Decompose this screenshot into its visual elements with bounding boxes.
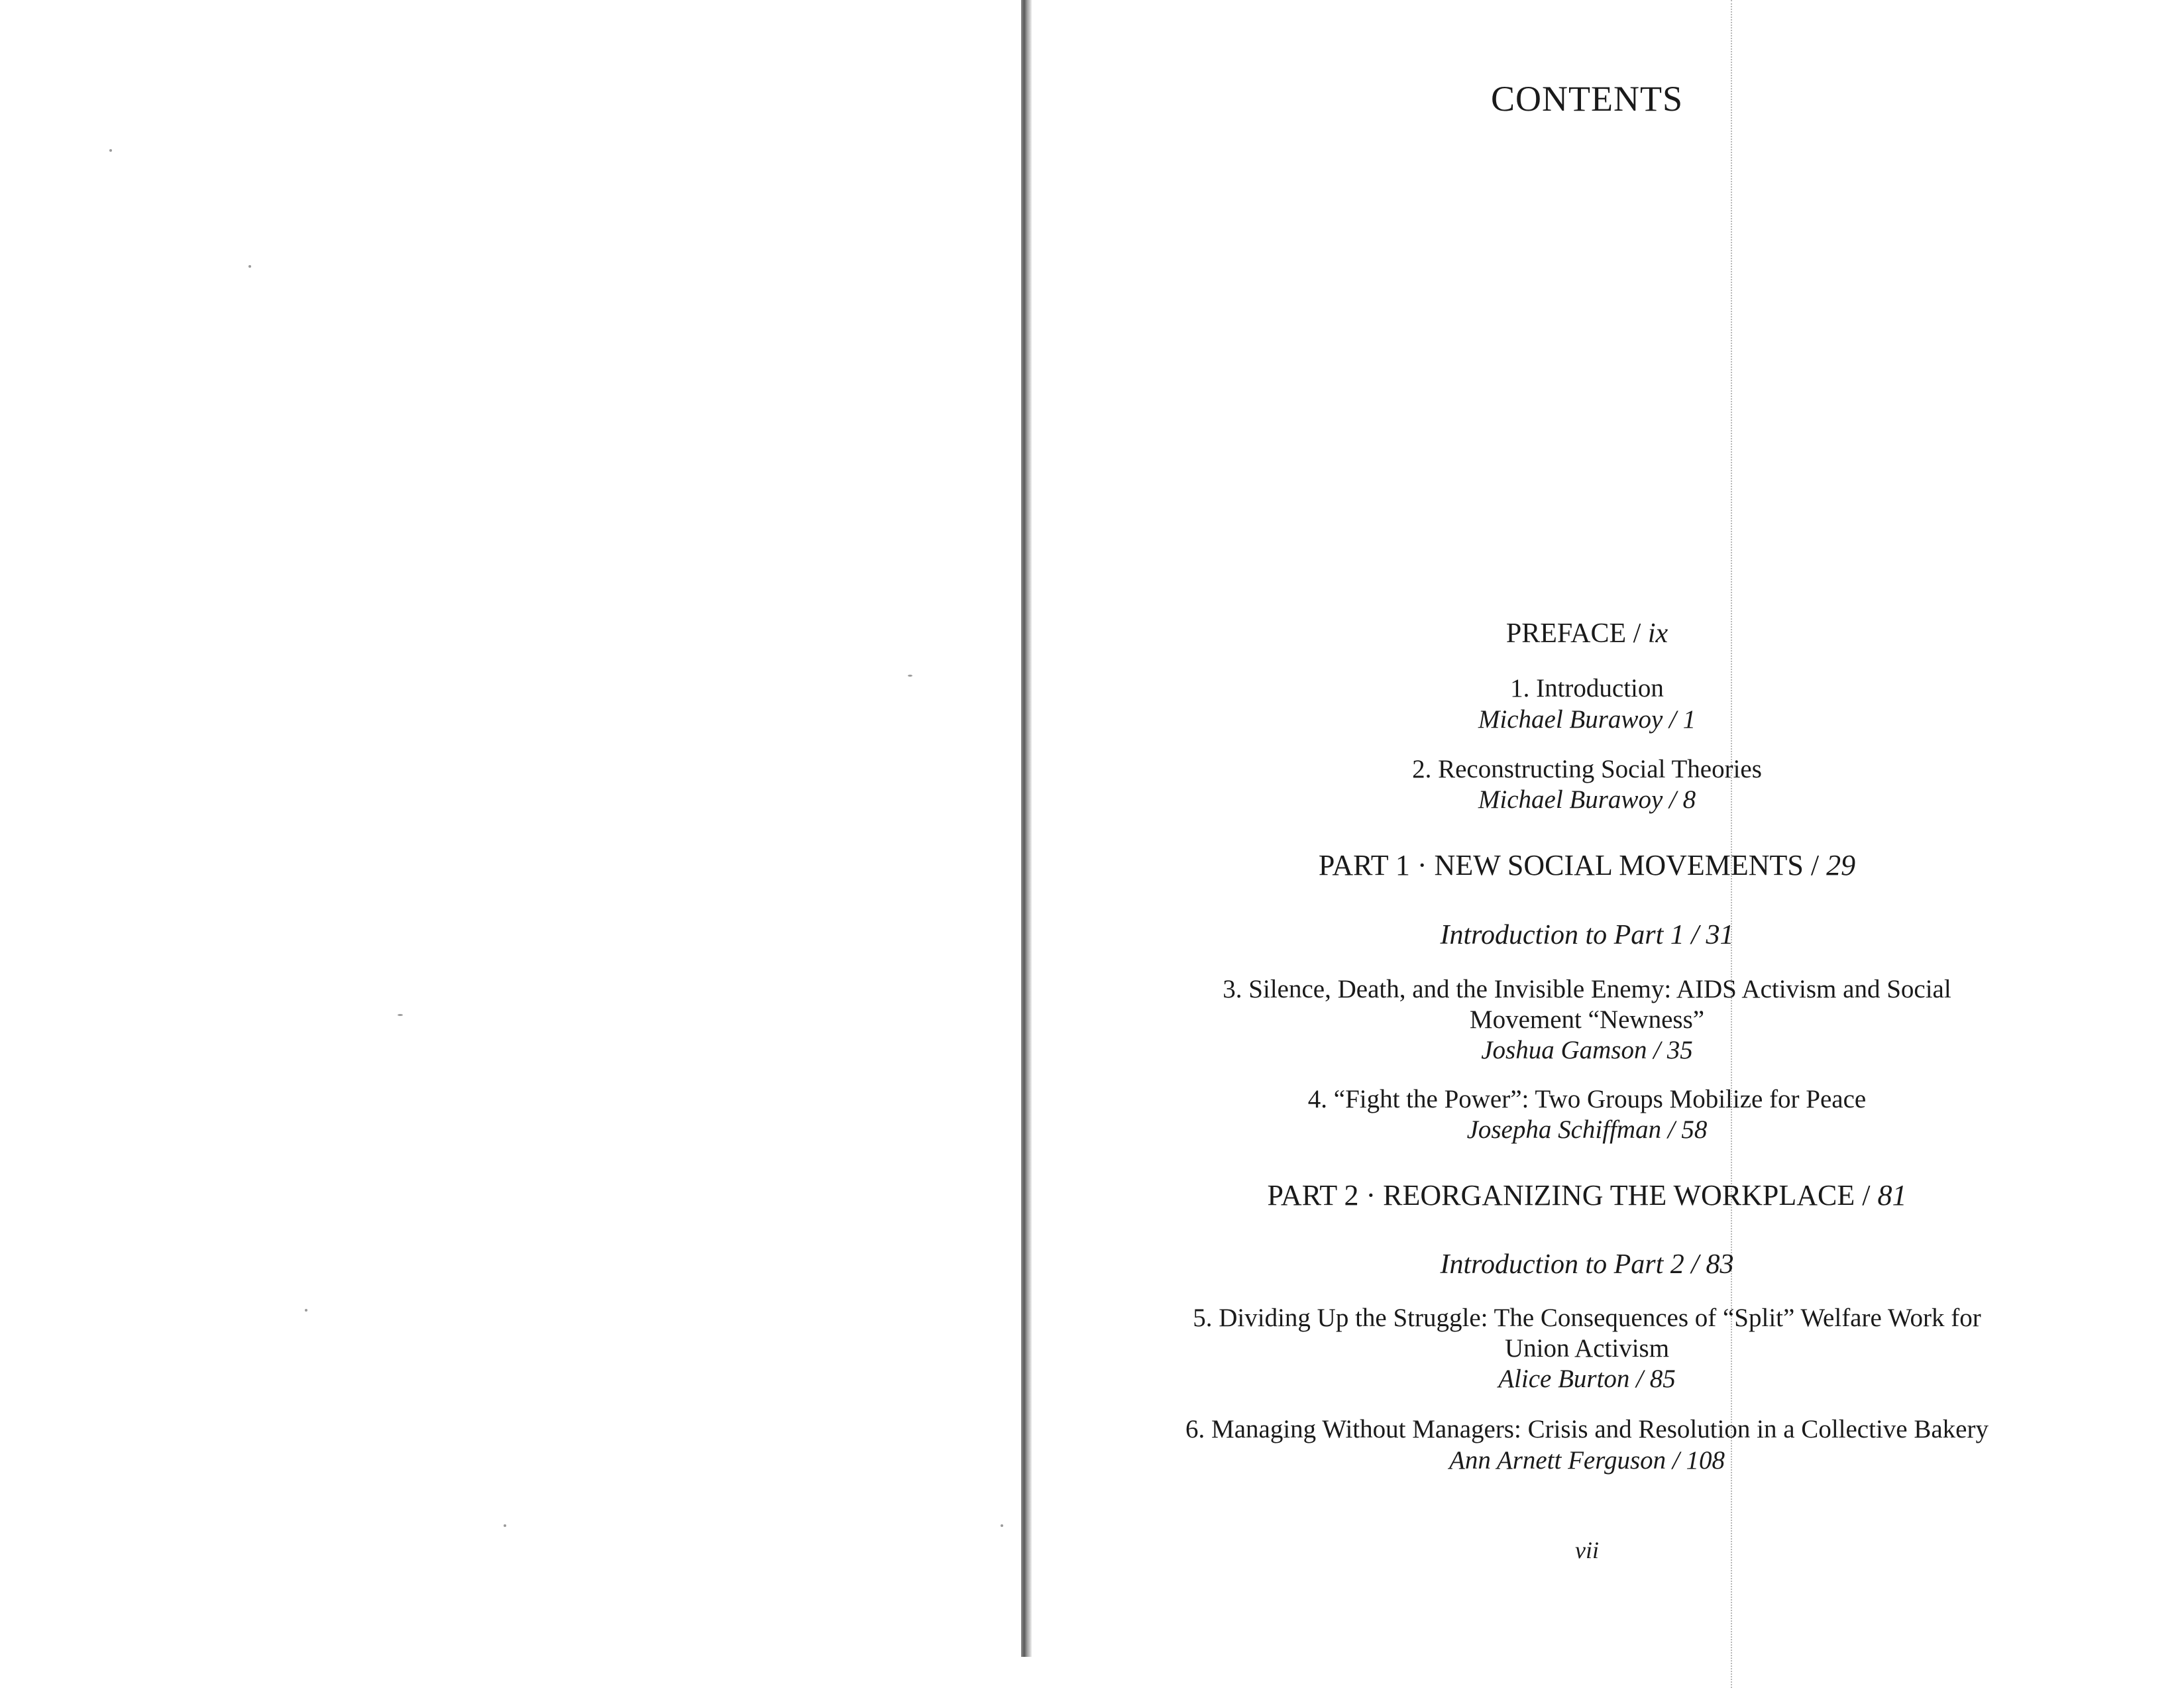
left-page	[0, 0, 1020, 1688]
part-2-heading	[1126, 1178, 2048, 1212]
preface-label: PREFACE /	[1505, 618, 1648, 649]
part-1-heading	[1126, 848, 2048, 882]
page-speck	[504, 1524, 506, 1527]
entry-5-title-line-1: 5. Dividing Up the Struggle: The Consequences of “Split” Welfare Work for	[1193, 1304, 1981, 1332]
page-speck	[305, 1309, 307, 1312]
part-1-page: 29	[1826, 849, 1856, 881]
entry-3-title-line-1: 3. Silence, Death, and the Invisible Enemy: AIDS Activism and Social	[1223, 975, 1951, 1003]
contents-title: CONTENTS	[1491, 79, 1683, 119]
entry-3-title-line-2: Movement “Newness”	[1469, 1005, 1705, 1034]
part-1-label: PART 1 · NEW SOCIAL MOVEMENTS /	[1318, 849, 1827, 881]
page-speck	[248, 265, 251, 268]
entry-5-title-line-2: Union Activism	[1504, 1334, 1670, 1363]
page-speck	[109, 149, 112, 152]
page-folio: vii	[1575, 1537, 1599, 1563]
entry-2-author: Michael Burawoy / 8	[1478, 785, 1696, 814]
entry-4-author: Josepha Schiffman / 58	[1466, 1115, 1708, 1144]
part-1-intro: Introduction to Part 1 / 31	[1440, 920, 1734, 950]
part-2-intro: Introduction to Part 2 / 83	[1440, 1249, 1734, 1280]
entry-2-title: 2. Reconstructing Social Theories	[1412, 755, 1762, 783]
preface-page: ix	[1647, 618, 1668, 649]
page-speck	[908, 675, 912, 677]
entry-6-author: Ann Arnett Ferguson / 108	[1449, 1446, 1725, 1475]
entry-3-author: Joshua Gamson / 35	[1481, 1036, 1693, 1064]
part-2-label: PART 2 · REORGANIZING THE WORKPLACE /	[1267, 1179, 1878, 1211]
preface-heading	[1126, 618, 2048, 649]
page-speck	[398, 1014, 403, 1016]
entry-1-title: 1. Introduction	[1510, 674, 1664, 703]
entry-1-author: Michael Burawoy / 1	[1478, 705, 1696, 734]
entry-6-title: 6. Managing Without Managers: Crisis and Resolution in a Collective Bakery	[1185, 1415, 1989, 1443]
entry-4-title: 4. “Fight the Power”: Two Groups Mobilize for Peace	[1307, 1085, 1867, 1113]
page-speck	[1001, 1524, 1003, 1527]
entry-5-author: Alice Burton / 85	[1498, 1365, 1676, 1393]
book-spine	[1021, 0, 1032, 1657]
part-2-page: 81	[1877, 1179, 1907, 1211]
